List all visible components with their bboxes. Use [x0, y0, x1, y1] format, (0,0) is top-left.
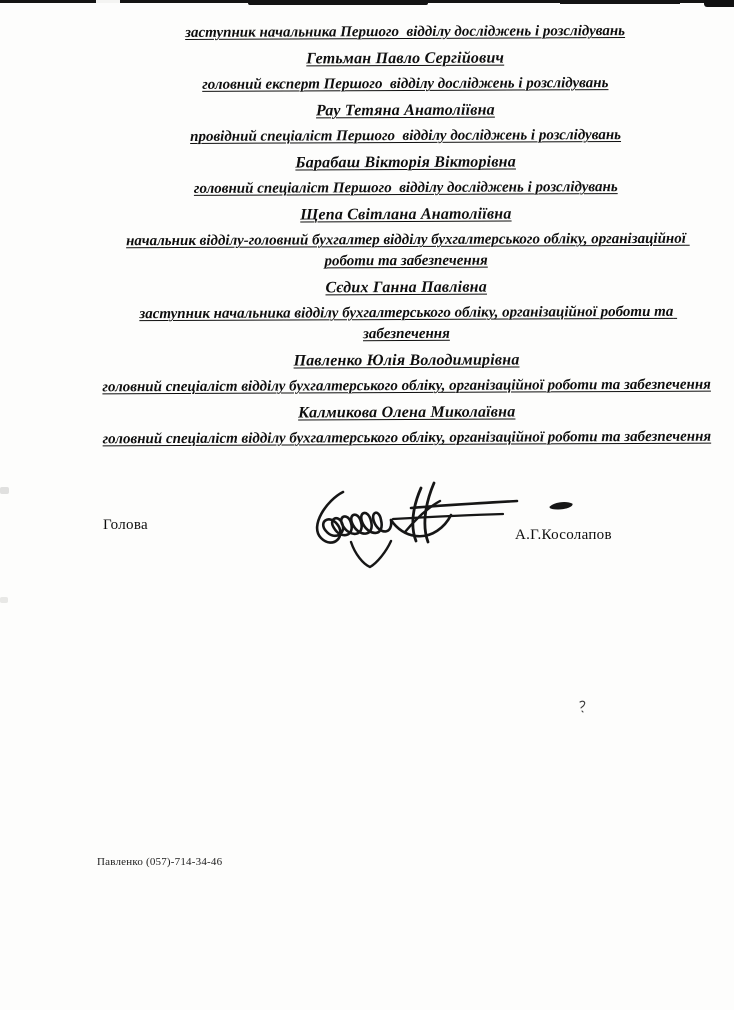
position-line: заступник начальника Першого відділу досліджень і розслідувань — [185, 23, 626, 41]
position-line: головний спеціаліст відділу бухгалтерського обліку, організаційної роботи та забезпечення — [102, 376, 711, 396]
scan-edge-notch — [96, 0, 120, 3]
roster-text-block — [99, 21, 713, 456]
position-line: головний спеціаліст Першого відділу досліджень і розслідувань — [193, 179, 618, 197]
position-line: провідний спеціаліст Першого відділу досліджень і розслідувань — [190, 127, 622, 145]
signature-scribble — [293, 478, 593, 573]
scan-smudge — [0, 597, 8, 603]
scan-edge-bump — [248, 0, 428, 5]
position-line: головний експерт Першого відділу досліджень і розслідувань — [202, 75, 609, 93]
stray-ink-speck — [576, 699, 588, 713]
position-line: начальник відділу-головний бухгалтер відділу бухгалтерського обліку, організаційної роботи та забезпечення — [126, 230, 690, 270]
position-line: головний спеціаліст відділу бухгалтерського обліку, організаційної роботи та забезпечення — [102, 428, 712, 448]
signer-role-label: Голова — [103, 517, 148, 533]
name-line: Калмикова Олена Миколаївна — [298, 403, 516, 422]
name-line: Рау Тетяна Анатоліївна — [315, 101, 495, 120]
signer-name: А.Г.Косолапов — [515, 527, 612, 543]
name-line: Барабаш Вікторія Вікторівна — [295, 153, 516, 172]
scan-edge-bump — [560, 0, 680, 4]
name-line: Гетьман Павло Сергійович — [306, 49, 505, 68]
name-line: Щепа Світлана Анатоліївна — [300, 205, 512, 224]
name-line: Сєдих Ганна Павлівна — [325, 278, 487, 297]
scan-smudge — [0, 487, 9, 494]
scan-edge-corner — [704, 0, 734, 7]
position-line: заступник начальника відділу бухгалтерського обліку, організаційної роботи та забезпечення — [139, 303, 678, 343]
footer-contact: Павленко (057)-714-34-46 — [97, 856, 223, 868]
name-line: Павленко Юлія Володимирівна — [293, 351, 520, 370]
